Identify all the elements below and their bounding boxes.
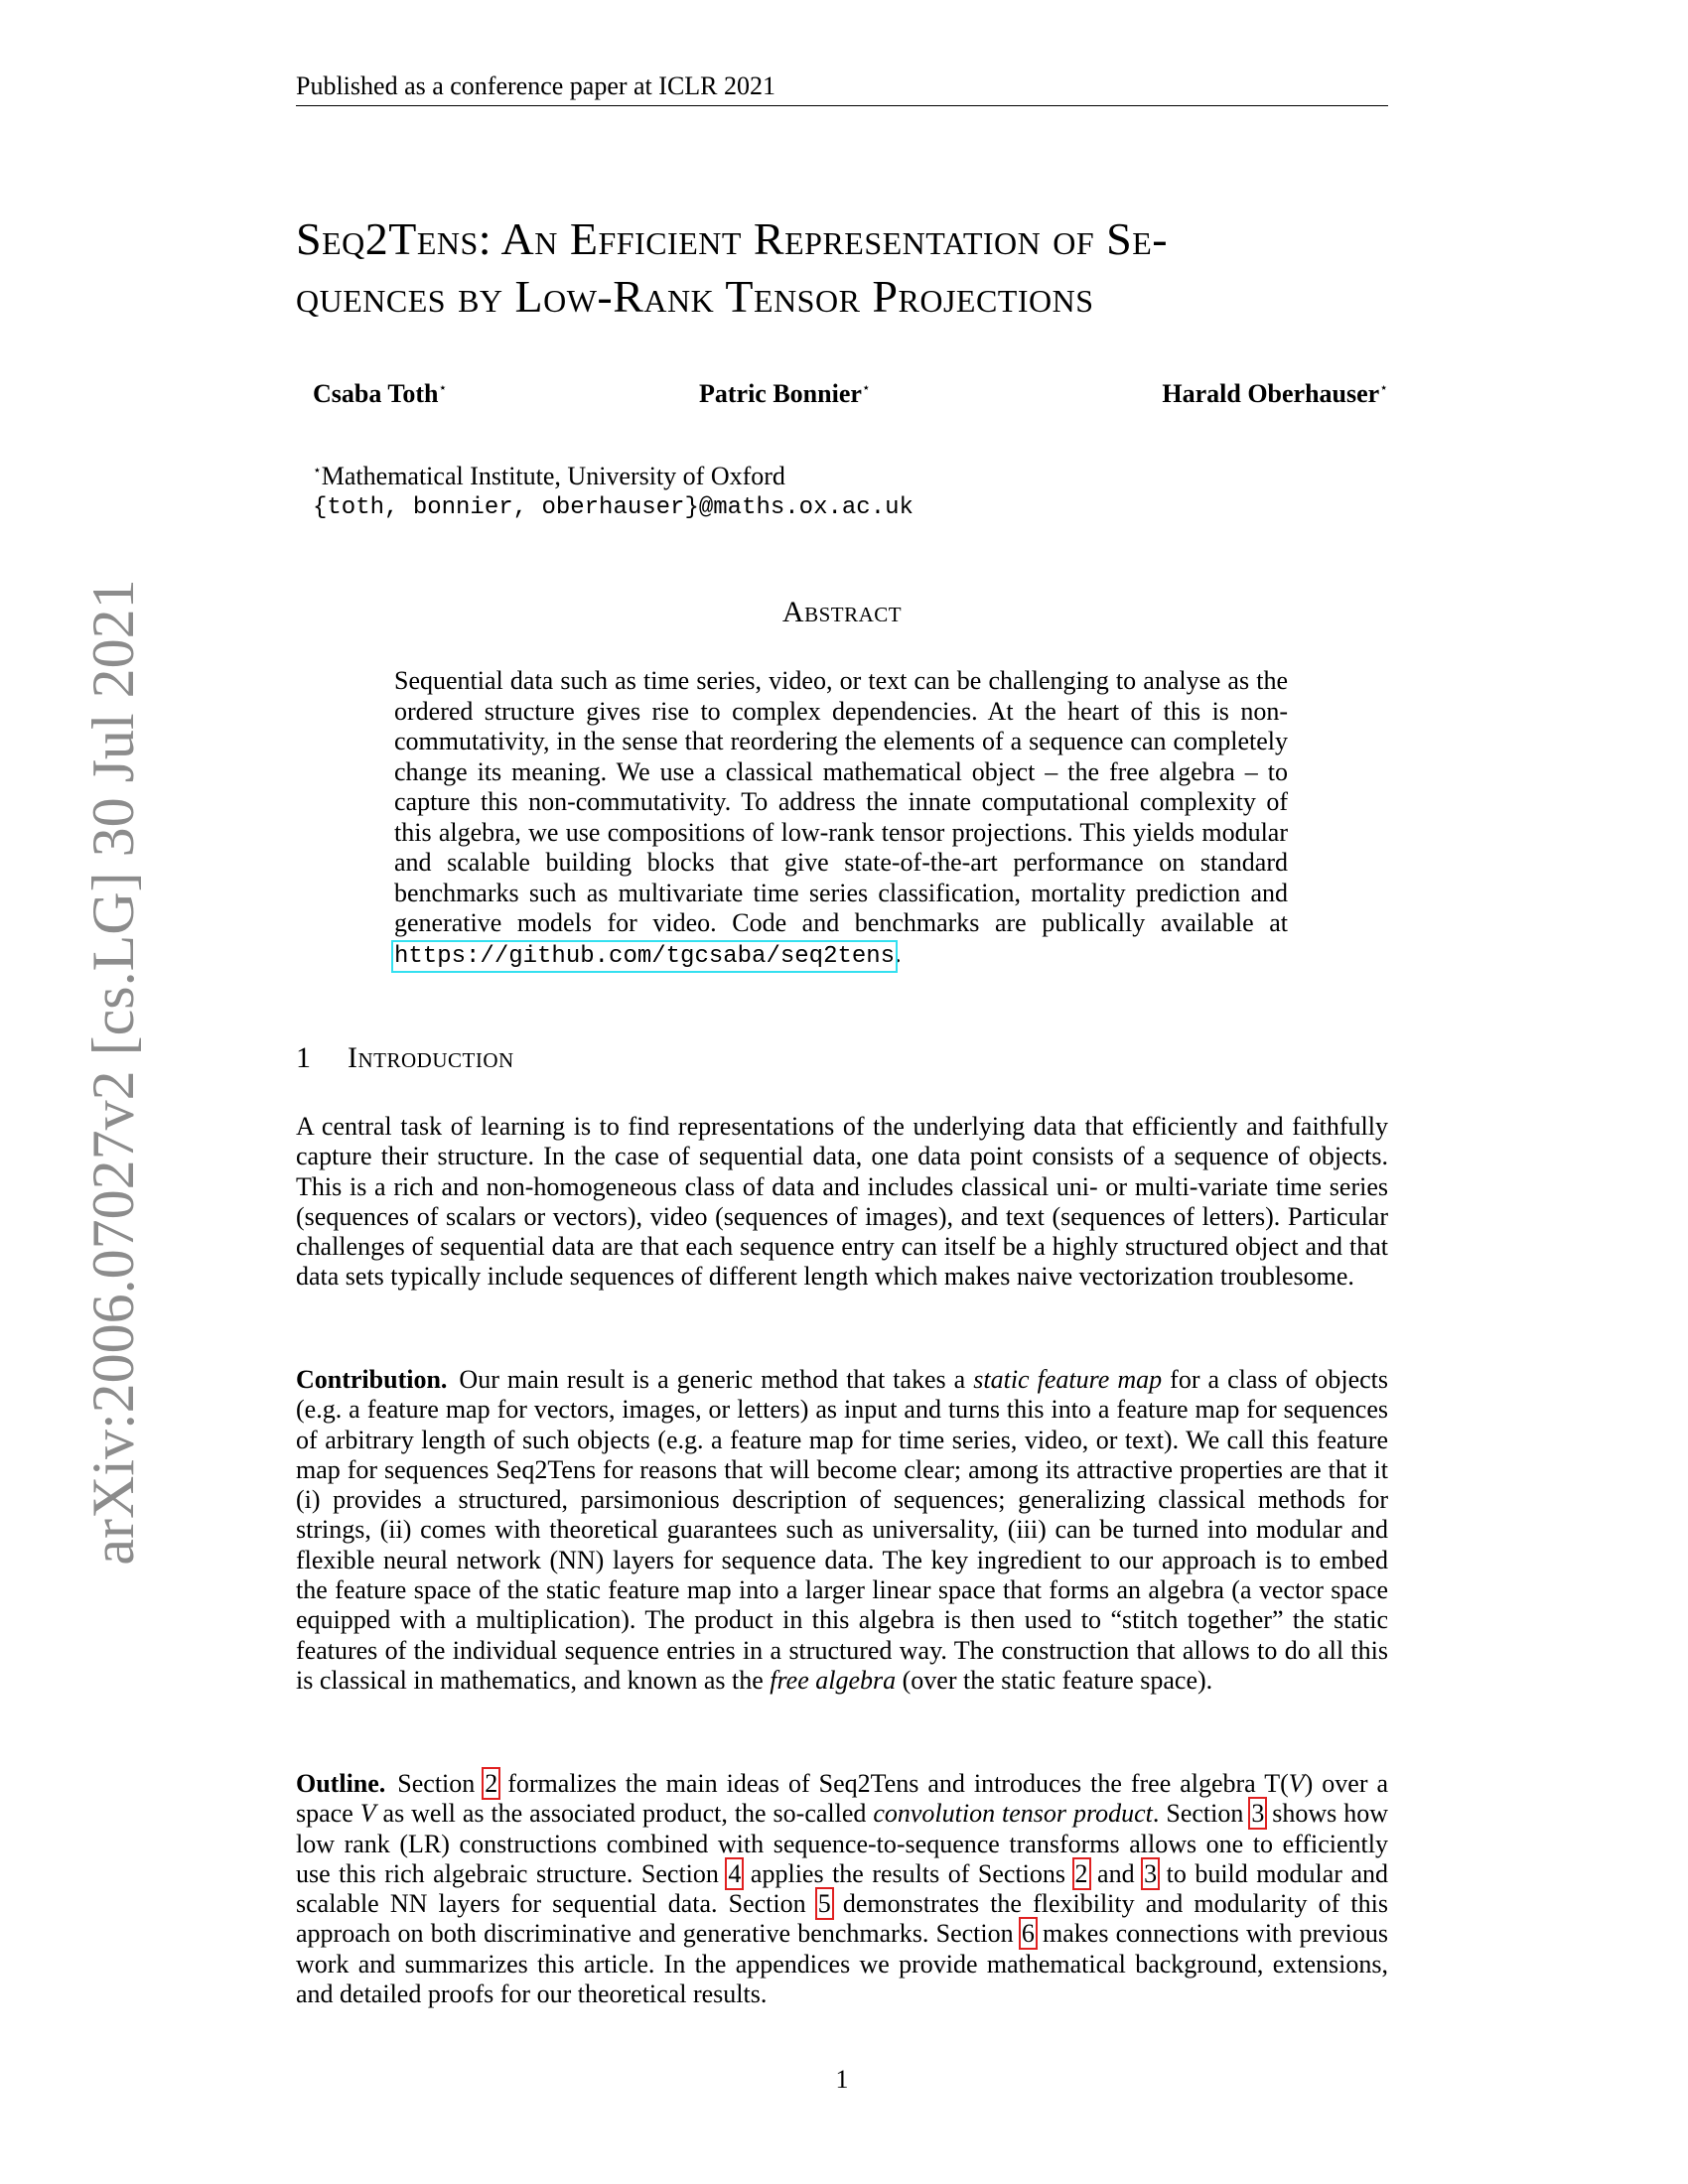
text-run: demonstrates the flexibility and modularity of this approach on both discriminative and generative benchmarks. Section xyxy=(296,1889,1388,1949)
section-ref-link[interactable]: 3 xyxy=(1144,1858,1158,1888)
abstract-body xyxy=(394,666,1288,972)
text-run: and xyxy=(1088,1858,1144,1888)
author-mark: ⋆ xyxy=(1379,381,1388,396)
section-heading-introduction xyxy=(296,1041,514,1075)
author-emails: {toth, bonnier, oberhauser}@maths.ox.ac.uk xyxy=(313,494,914,521)
text-run: ) over a space xyxy=(296,1769,1388,1829)
arxiv-stamp: arXiv:2006.07027v2 [cs.LG] 30 Jul 2021 xyxy=(80,579,146,1566)
intro-paragraph: A central task of learning is to find representations of the underlying data that efficiently and faithfully capture their structure. In the case of sequential data, one data point consists of a sequence of objects. This is a rich and non-homogeneous class of data and includes classical uni- or multi-variate time series (sequences of scalars or vectors), video (sequences of images), and text (sequences of letters). Particular challenges of sequential data are that each sequence entry can itself be a highly structured object and that data sets typically include sequences of different length which makes naive vectorization troublesome. xyxy=(296,1112,1388,1292)
author-name: Csaba Toth xyxy=(313,379,439,408)
affiliation-mark: ⋆ xyxy=(313,464,322,478)
author-name: Patric Bonnier xyxy=(699,379,862,408)
text-run: . Section xyxy=(1152,1799,1251,1829)
header-rule xyxy=(296,105,1388,106)
outline-paragraph xyxy=(296,1769,1388,2009)
section-ref-link[interactable]: 5 xyxy=(817,1889,831,1919)
contribution-label: Contribution. xyxy=(296,1365,448,1394)
text-run: shows how low rank (LR) constructions combined with sequence-to-sequence transforms allows one to efficiently use this rich algebraic structure. Section xyxy=(296,1799,1388,1888)
text-run: as well as the associated product, the so-called xyxy=(375,1799,874,1829)
running-header: Published as a conference paper at ICLR 2021 xyxy=(296,71,776,100)
abstract-text: Sequential data such as time series, video, or text can be challenging to analyse as the ordered structure gives rise to complex dependencies. At the heart of this is non-commutativity, in the sense that reordering the elements of a sequence can completely change its meaning. We use a classical mathematical object – the free algebra – to capture this non-commutativity. To address the innate computational complexity of this algebra, we use compositions of low-rank tensor projections. This yields modular and scalable building blocks that give state-of-the-art performance on standard benchmarks such as multivariate time series classification, mortality prediction and generative models for video. Code and benchmarks are publically available at xyxy=(394,666,1288,937)
text-run: Our main result is a generic method that takes a xyxy=(459,1365,974,1394)
affiliation-line xyxy=(313,456,914,492)
section-ref-link[interactable]: 3 xyxy=(1251,1799,1265,1829)
text-run: for a class of objects (e.g. a feature map for vectors, images, or letters) as input and turns this into a feature map for sequences of arbitrary length of such objects (e.g. a feature map for time series, video, or text). We call this feature map for sequences Seq2Tens for reasons that will become clear; among its attractive properties are that it (i) provides a structured, parsimonious description of sequences; generalizing classical methods for strings, (ii) comes with theoretical guarantees such as universality, (iii) can be turned into modular and flexible neural network (NN) layers for sequence data. The key ingredient to our approach is to embed the feature space of the static feature map into a larger linear space that forms an algebra (a vector space equipped with a multiplication). The product in this algebra is then used to “stitch together” the static features of the individual sequence entries in a structured way. The construction that allows to do all this is classical in mathematics, and known as the xyxy=(296,1365,1388,1695)
emphasis-static-feature-map: static feature map xyxy=(973,1365,1163,1394)
affiliation-block xyxy=(313,456,914,524)
text-run: Section xyxy=(397,1769,485,1798)
section-ref-link[interactable]: 2 xyxy=(1074,1858,1088,1888)
section-ref-link[interactable]: 4 xyxy=(728,1858,742,1888)
page-number: 1 xyxy=(835,2065,849,2094)
text-run: makes connections with previous work and summarizes this article. In the appendices we provide mathematical background, extensions, and detailed proofs for our theoretical results. xyxy=(296,1919,1389,2009)
author-oberhauser xyxy=(1162,379,1388,409)
section-ref-link[interactable]: 2 xyxy=(485,1769,498,1798)
text-run: applies the results of Sections xyxy=(742,1858,1074,1888)
math-var: V xyxy=(1288,1769,1305,1798)
section-title: Introduction xyxy=(348,1041,514,1074)
outline-label: Outline. xyxy=(296,1769,386,1798)
author-mark: ⋆ xyxy=(438,381,448,396)
contribution-paragraph xyxy=(296,1365,1388,1696)
text-run: (over the static feature space). xyxy=(896,1665,1213,1695)
math-var: V xyxy=(359,1799,376,1829)
abstract-tail: . xyxy=(895,938,902,968)
author-toth xyxy=(313,379,447,409)
abstract-heading: Abstract xyxy=(781,596,903,628)
author-mark: ⋆ xyxy=(861,381,871,396)
section-ref-link[interactable]: 6 xyxy=(1021,1919,1035,1949)
text-run: to build modular and scalable NN layers for sequential data. Section xyxy=(296,1858,1388,1919)
author-bonnier xyxy=(699,379,871,409)
title-line-2: quences by Low-Rank Tensor Projections xyxy=(296,271,1094,322)
text-run: formalizes the main ideas of Seq2Tens and introduces the free algebra T( xyxy=(498,1769,1289,1798)
paper-title xyxy=(296,210,1398,326)
title-line-1: Seq2Tens: An Efficient Representation of Se- xyxy=(296,213,1169,264)
emphasis-convolution-tensor-product: convolution tensor product xyxy=(873,1799,1153,1829)
author-name: Harald Oberhauser xyxy=(1162,379,1380,408)
section-number: 1 xyxy=(296,1041,312,1074)
emphasis-free-algebra: free algebra xyxy=(770,1665,897,1695)
institution: Mathematical Institute, University of Oxford xyxy=(321,462,785,490)
code-link[interactable]: https://github.com/tgcsaba/seq2tens xyxy=(394,942,896,970)
